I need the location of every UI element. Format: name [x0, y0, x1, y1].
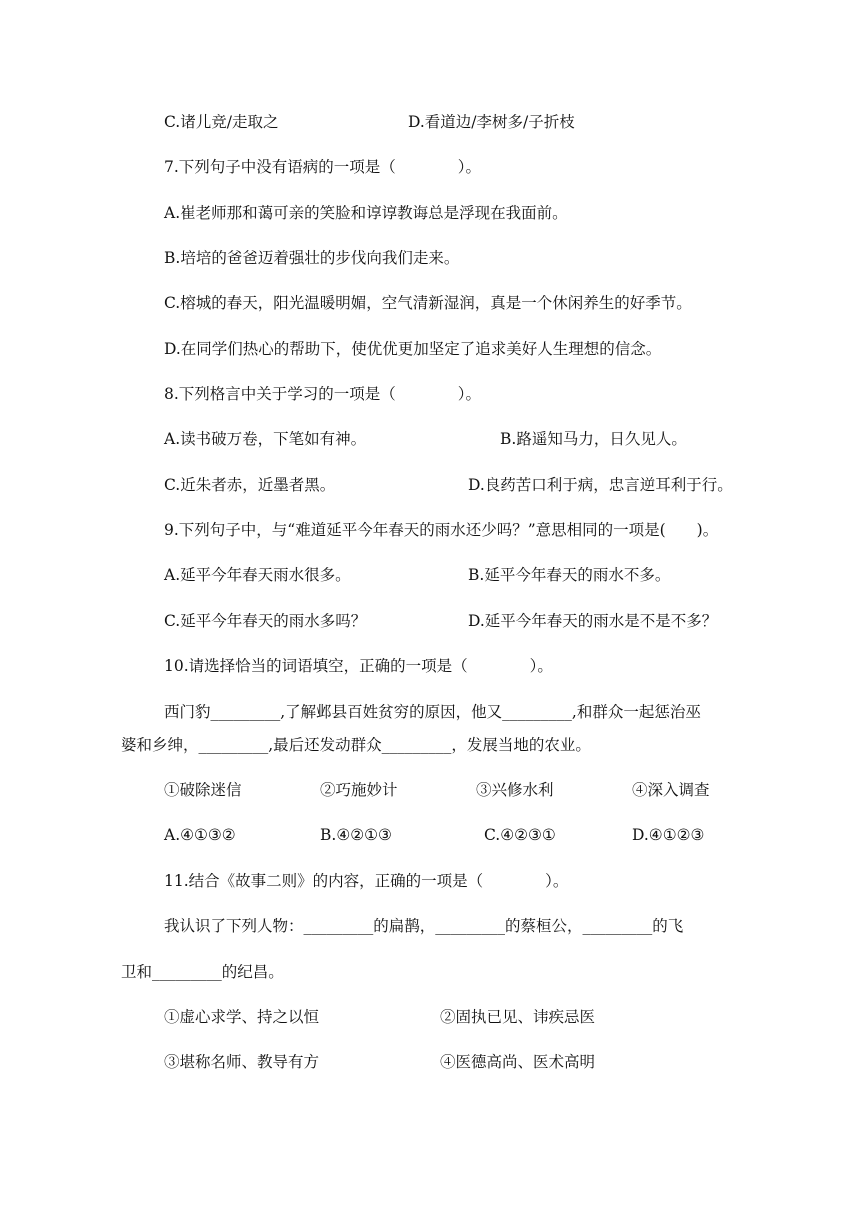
q11-choice-4: ④医德高尚、医术高明 [440, 1053, 596, 1071]
q10-choice-2: ②巧施妙计 [320, 781, 398, 799]
q10-choice-1: ①破除迷信 [164, 781, 242, 799]
q10-choice-4: ④深入调查 [632, 781, 710, 799]
q9-option-b: B.延平今年春天的雨水不多。 [468, 566, 671, 584]
q8-option-d: D.良药苦口利于病，忠言逆耳利于行。 [468, 476, 733, 494]
q11-choice-1: ①虚心求学、持之以恒 [164, 1008, 320, 1026]
q11-stem: 11.结合《故事二则》的内容，正确的一项是（ ）。 [164, 872, 569, 890]
q6-option-d: D.看道边/李树多/子折枝 [408, 113, 575, 131]
q10-option-d: D.④①②③ [632, 826, 705, 844]
q9-option-d: D.延平今年春天的雨水是不是不多？ [468, 612, 718, 630]
q8-option-c: C.近朱者赤，近墨者黑。 [164, 476, 336, 494]
q8-stem: 8.下列格言中关于学习的一项是（ ）。 [164, 385, 482, 403]
q7-option-b: B.培培的爸爸迈着强壮的步伐向我们走来。 [164, 249, 460, 267]
q10-option-b: B.④②①③ [320, 826, 392, 844]
q10-choice-3: ③兴修水利 [476, 781, 554, 799]
q10-passage-line-2: 婆和乡绅，_________,最后还发动群众_________，发展当地的农业。 [121, 736, 591, 754]
q8-option-b: B.路遥知马力，日久见人。 [500, 430, 687, 448]
q10-option-c: C.④②③① [484, 826, 556, 844]
q7-option-a: A.崔老师那和蔼可亲的笑脸和谆谆教诲总是浮现在我面前。 [164, 204, 568, 222]
q9-option-c: C.延平今年春天的雨水多吗？ [164, 612, 367, 630]
q10-passage-line-1: 西门豹_________,了解邺县百姓贫穷的原因，他又_________,和群众一起惩治巫 [164, 703, 701, 721]
q7-stem: 7.下列句子中没有语病的一项是（ ）。 [164, 158, 482, 176]
q7-option-d: D.在同学们热心的帮助下，使优优更加坚定了追求美好人生理想的信念。 [164, 340, 662, 358]
q9-stem: 9.下列句子中，与“难道延平今年春天的雨水还少吗？”意思相同的一项是( )。 [164, 521, 719, 539]
q11-passage-line-1: 我认识了下列人物：_________的扁鹊，_________的蔡桓公，_________的飞 [164, 917, 684, 935]
q6-option-c: C.诸儿竞/走取之 [164, 113, 279, 131]
q10-option-a: A.④①③② [164, 826, 236, 844]
q11-passage-line-2: 卫和_________的纪昌。 [121, 963, 284, 981]
q11-choice-2: ②固执已见、讳疾忌医 [440, 1008, 596, 1026]
q10-stem: 10.请选择恰当的词语填空，正确的一项是（ ）。 [164, 657, 553, 675]
q11-choice-3: ③堪称名师、教导有方 [164, 1053, 320, 1071]
q8-option-a: A.读书破万卷，下笔如有神。 [164, 430, 367, 448]
q9-option-a: A.延平今年春天雨水很多。 [164, 566, 351, 584]
q7-option-c: C.榕城的春天，阳光温暖明媚，空气清新湿润，真是一个休闲养生的好季节。 [164, 294, 692, 312]
